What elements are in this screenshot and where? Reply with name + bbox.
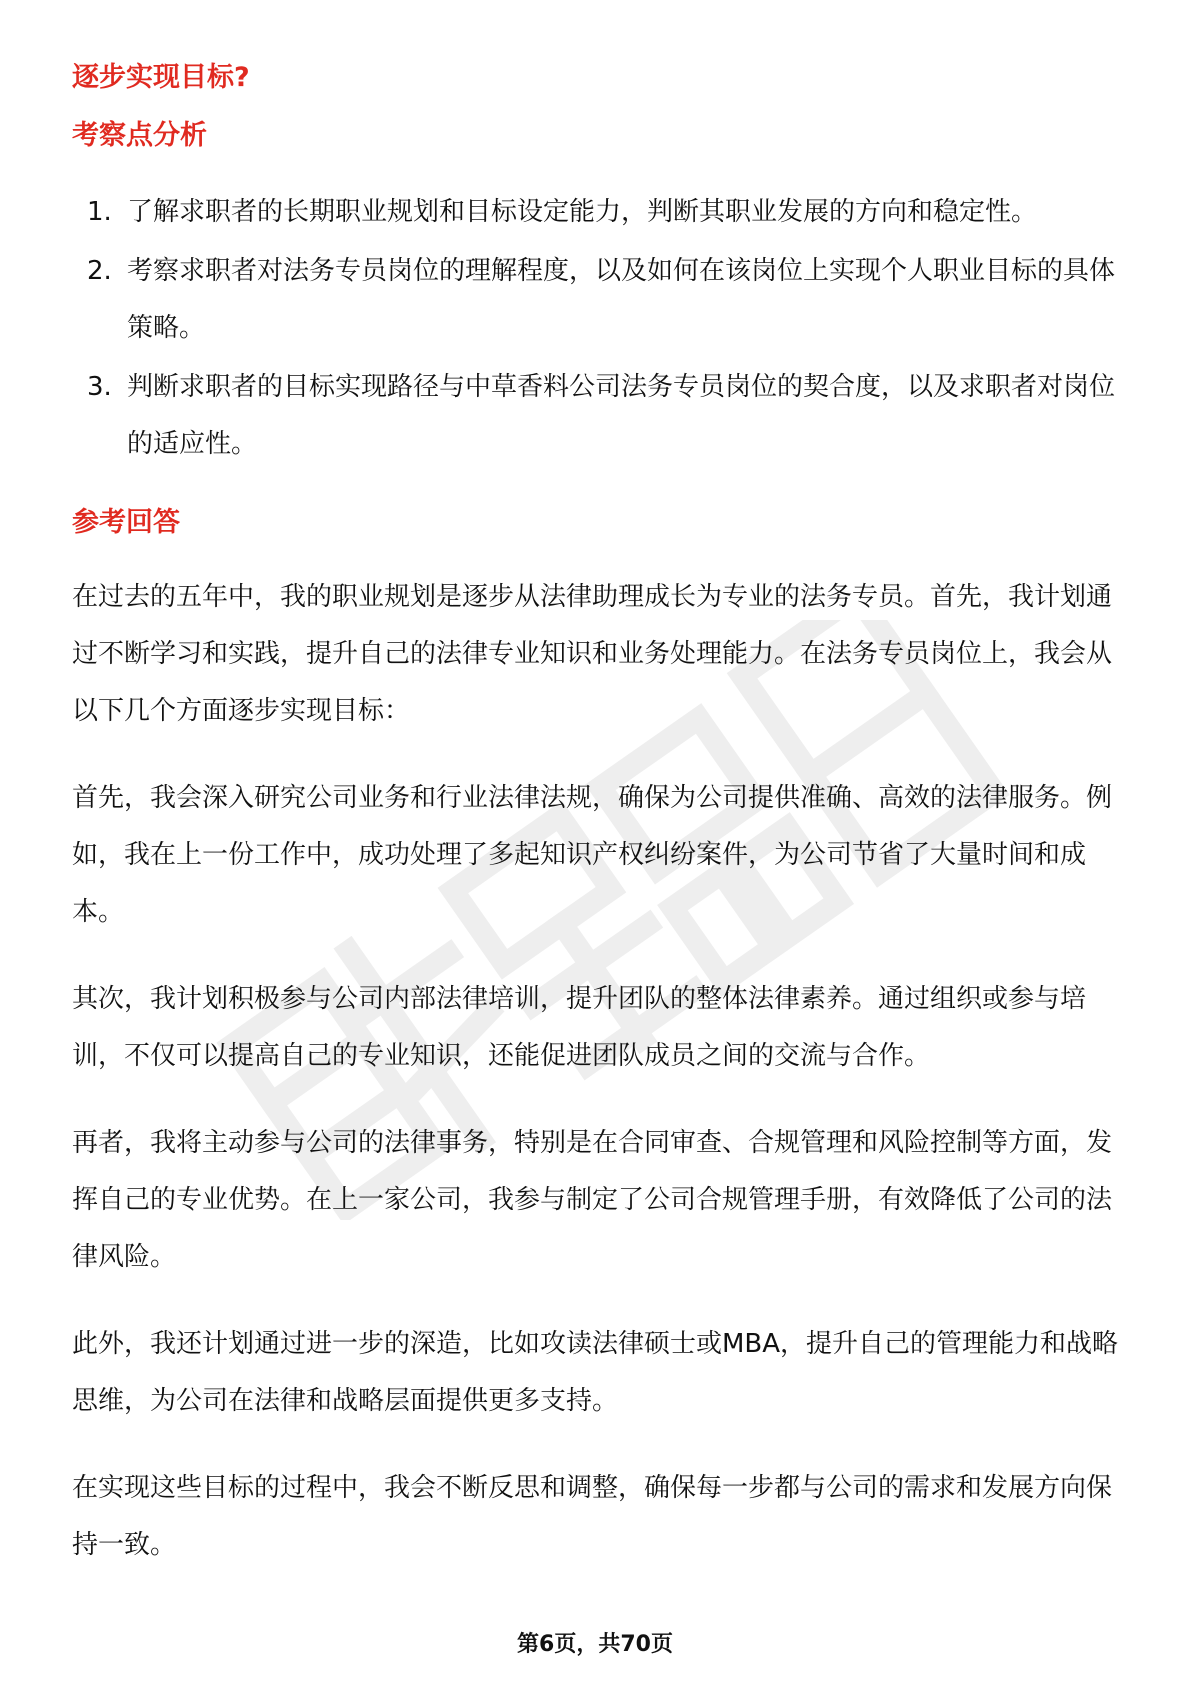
answer-paragraph: 再者，我将主动参与公司的法律事务，特别是在合同审查、合规管理和风险控制等方面，发挥自己的专业优势。在上一家公司，我参与制定了公司合规管理手册，有效降低了公司的法律风险。 — [72, 1128, 1113, 1272]
list-item — [72, 184, 1122, 241]
list-item-text: 了解求职者的长期职业规划和目标设定能力，判断其职业发展的方向和稳定性。 — [127, 197, 1038, 227]
list-item-text: 判断求职者的目标实现路径与中草香料公司法务专员岗位的契合度，以及求职者对岗位的适应性。 — [127, 372, 1116, 459]
question-tail: 逐步实现目标? — [72, 62, 250, 93]
analysis-heading: 考察点分析 — [72, 120, 207, 151]
answer-paragraph: 此外，我还计划通过进一步的深造，比如攻读法律硕士或MBA，提升自己的管理能力和战略思维，为公司在法律和战略层面提供更多支持。 — [72, 1329, 1119, 1416]
answer-paragraph: 在过去的五年中，我的职业规划是逐步从法律助理成长为专业的法务专员。首先，我计划通过不断学习和实践，提升自己的法律专业知识和业务处理能力。在法务专员岗位上，我会从以下几个方面逐步实现目标： — [72, 582, 1113, 726]
list-item — [72, 359, 1122, 473]
answer-body — [72, 569, 1122, 1574]
answer-paragraph: 其次，我计划积极参与公司内部法律培训，提升团队的整体法律素养。通过组织或参与培训，不仅可以提高自己的专业知识，还能促进团队成员之间的交流与合作。 — [72, 984, 1087, 1071]
list-item-number: 2. — [87, 256, 112, 286]
answer-heading: 参考回答 — [72, 507, 180, 538]
page-number: 第6页，共70页 — [517, 1632, 673, 1657]
list-item — [72, 243, 1122, 357]
answer-paragraph: 首先，我会深入研究公司业务和行业法律法规，确保为公司提供准确、高效的法律服务。例如，我在上一份工作中，成功处理了多起知识产权纠纷案件，为公司节省了大量时间和成本。 — [72, 783, 1113, 927]
answer-paragraph: 在实现这些目标的过程中，我会不断反思和调整，确保每一步都与公司的需求和发展方向保持一致。 — [72, 1473, 1113, 1560]
document-content — [72, 52, 1122, 1574]
list-item-text: 考察求职者对法务专员岗位的理解程度，以及如何在该岗位上实现个人职业目标的具体策略。 — [127, 256, 1116, 343]
list-item-number: 3. — [87, 372, 112, 402]
list-item-number: 1. — [87, 197, 112, 227]
analysis-points-list — [72, 184, 1122, 473]
